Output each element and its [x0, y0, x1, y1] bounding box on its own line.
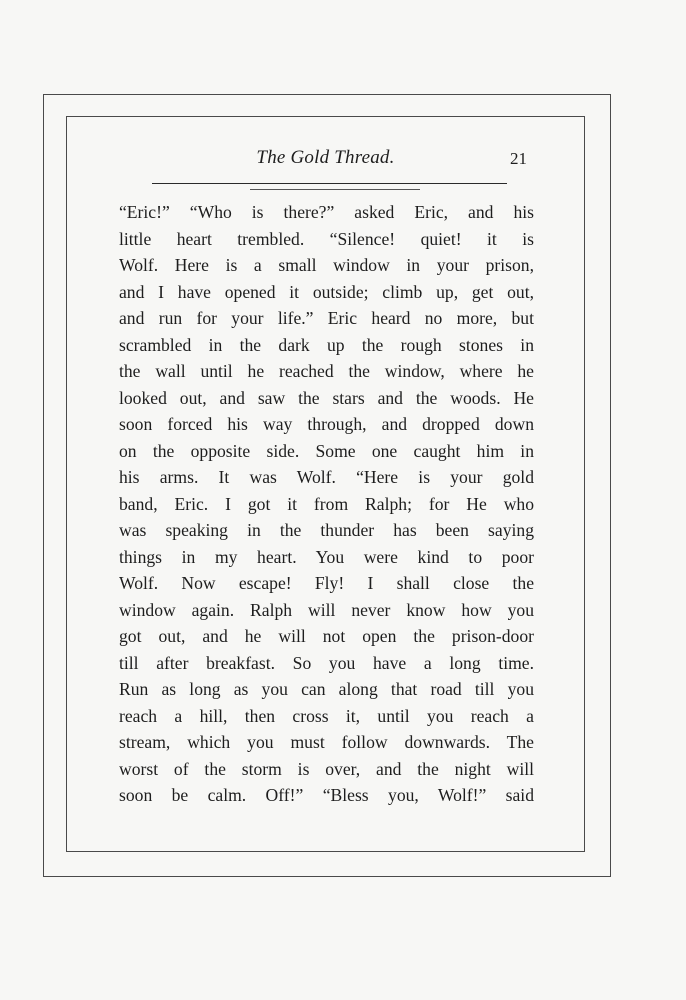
text-line: window again. Ralph will never know how you	[119, 599, 534, 620]
header-rule	[152, 183, 507, 184]
text-line: the wall until he reached the window, where he	[119, 361, 534, 381]
text-line: and run for your life.” Eric heard no more, but	[119, 308, 534, 328]
text-line: Wolf. Here is a small window in your prison,	[119, 255, 534, 275]
page-number: 21	[510, 149, 527, 168]
text-line: things in my heart. You were kind to poor	[119, 546, 534, 567]
text-line: little heart trembled. “Silence! quiet! it is	[119, 228, 534, 249]
text-line: band, Eric. I got it from Ralph; for He who	[119, 493, 534, 514]
text-line: and I have opened it outside; climb up, get out,	[119, 281, 534, 302]
header-rule-secondary	[250, 189, 420, 190]
text-line: soon be calm. Off!” “Bless you, Wolf!” said	[119, 785, 534, 805]
text-line: stream, which you must follow downwards. The	[119, 732, 534, 752]
running-head	[66, 145, 585, 175]
text-line: soon forced his way through, and dropped down	[119, 414, 534, 434]
text-line: Run as long as you can along that road till you	[119, 679, 534, 699]
text-line: got out, and he will not open the prison-door	[119, 626, 534, 646]
text-line: was speaking in the thunder has been saying	[119, 520, 534, 540]
text-line: looked out, and saw the stars and the woods. He	[119, 387, 534, 408]
text-line: reach a hill, then cross it, until you reach a	[119, 705, 534, 726]
text-line: till after breakfast. So you have a long time.	[119, 652, 534, 673]
body-text	[119, 199, 534, 809]
text-line: on the opposite side. Some one caught him in	[119, 440, 534, 461]
text-line: Wolf. Now escape! Fly! I shall close the	[119, 573, 534, 593]
text-line: “Eric!” “Who is there?” asked Eric, and his	[119, 202, 534, 222]
text-line: scrambled in the dark up the rough stones in	[119, 334, 534, 355]
text-line: worst of the storm is over, and the night will	[119, 758, 534, 779]
running-title: The Gold Thread.	[256, 147, 395, 168]
text-line: his arms. It was Wolf. “Here is your gold	[119, 467, 534, 487]
